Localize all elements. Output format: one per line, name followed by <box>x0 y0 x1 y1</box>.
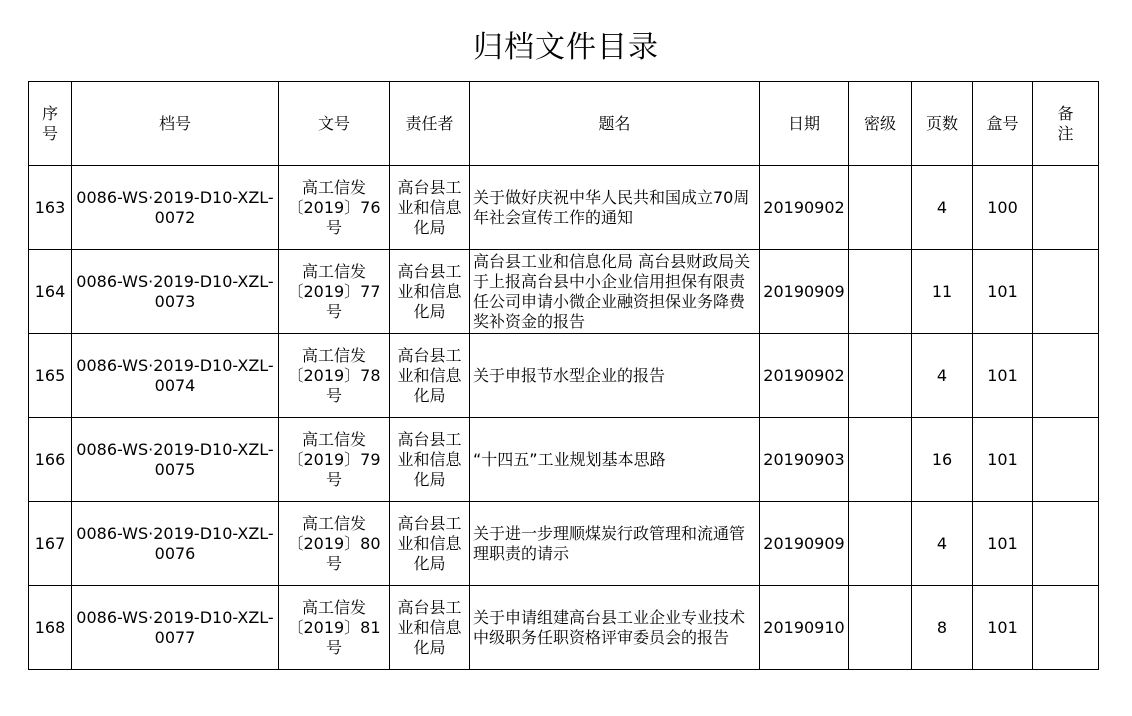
cell-archive-no-line1: 0086-WS·2019-D10-XZL- <box>76 439 274 459</box>
cell-archive-no-line2: 0076 <box>154 543 196 563</box>
cell-remark <box>1033 502 1099 586</box>
cell-box-no: 101 <box>973 250 1033 334</box>
cell-archive-no-line1: 0086-WS·2019-D10-XZL- <box>76 523 274 543</box>
cell-seq: 168 <box>29 586 72 670</box>
cell-doc-no <box>279 166 390 250</box>
cell-doc-no-line2: 〔2019〕78号 <box>287 365 381 405</box>
cell-doc-no-line1: 高工信发 <box>301 177 366 197</box>
cell-pages: 4 <box>912 166 973 250</box>
cell-pages: 8 <box>912 586 973 670</box>
cell-archive-no <box>72 166 279 250</box>
cell-title: 关于申请组建高台县工业企业专业技术中级职务任职资格评审委员会的报告 <box>470 586 760 670</box>
header-responsible: 责任者 <box>390 82 470 166</box>
cell-archive-no-line2: 0077 <box>154 627 196 647</box>
cell-seq: 165 <box>29 334 72 418</box>
cell-title: 关于做好庆祝中华人民共和国成立70周年社会宣传工作的通知 <box>470 166 760 250</box>
cell-responsible: 高台县工业和信息化局 <box>390 418 470 502</box>
cell-box-no: 100 <box>973 166 1033 250</box>
cell-doc-no-line1: 高工信发 <box>301 345 366 365</box>
cell-secrecy <box>849 418 912 502</box>
cell-archive-no <box>72 586 279 670</box>
cell-doc-no <box>279 418 390 502</box>
cell-archive-no-line2: 0073 <box>154 291 196 311</box>
cell-doc-no <box>279 250 390 334</box>
cell-doc-no <box>279 334 390 418</box>
header-seq <box>29 82 72 166</box>
cell-seq: 167 <box>29 502 72 586</box>
cell-seq: 166 <box>29 418 72 502</box>
cell-secrecy <box>849 166 912 250</box>
cell-archive-no <box>72 418 279 502</box>
cell-doc-no <box>279 586 390 670</box>
cell-date: 20190909 <box>760 250 849 334</box>
cell-date: 20190903 <box>760 418 849 502</box>
cell-secrecy <box>849 250 912 334</box>
header-seq-line1: 序 <box>41 103 58 123</box>
cell-archive-no-line2: 0074 <box>154 375 196 395</box>
cell-remark <box>1033 334 1099 418</box>
cell-secrecy <box>849 586 912 670</box>
cell-doc-no-line1: 高工信发 <box>301 429 366 449</box>
header-remark-line2: 注 <box>1057 123 1074 143</box>
cell-seq: 164 <box>29 250 72 334</box>
cell-responsible: 高台县工业和信息化局 <box>390 502 470 586</box>
cell-date: 20190902 <box>760 166 849 250</box>
cell-date: 20190910 <box>760 586 849 670</box>
cell-remark <box>1033 586 1099 670</box>
table-row <box>29 334 1099 418</box>
cell-title: 高台县工业和信息化局 高台县财政局关于上报高台县中小企业信用担保有限责任公司申请小微企业融资担保业务降费奖补资金的报告 <box>470 250 760 334</box>
cell-responsible: 高台县工业和信息化局 <box>390 334 470 418</box>
table-row <box>29 418 1099 502</box>
header-seq-line2: 号 <box>41 123 58 143</box>
cell-date: 20190902 <box>760 334 849 418</box>
table-row <box>29 166 1099 250</box>
cell-doc-no <box>279 502 390 586</box>
table-row <box>29 250 1099 334</box>
cell-box-no: 101 <box>973 502 1033 586</box>
cell-archive-no-line2: 0072 <box>154 207 196 227</box>
cell-title: 关于申报节水型企业的报告 <box>470 334 760 418</box>
cell-doc-no-line1: 高工信发 <box>301 513 366 533</box>
header-title: 题名 <box>470 82 760 166</box>
cell-seq: 163 <box>29 166 72 250</box>
cell-remark <box>1033 418 1099 502</box>
cell-archive-no <box>72 502 279 586</box>
header-remark-line1: 备 <box>1057 103 1074 123</box>
cell-archive-no-line1: 0086-WS·2019-D10-XZL- <box>76 355 274 375</box>
page-title: 归档文件目录 <box>473 30 659 65</box>
cell-archive-no <box>72 250 279 334</box>
cell-doc-no-line1: 高工信发 <box>301 597 366 617</box>
cell-doc-no-line2: 〔2019〕76号 <box>287 197 381 237</box>
header-doc-no: 文号 <box>279 82 390 166</box>
cell-responsible: 高台县工业和信息化局 <box>390 250 470 334</box>
cell-doc-no-line2: 〔2019〕81号 <box>287 617 381 657</box>
cell-remark <box>1033 166 1099 250</box>
cell-pages: 16 <box>912 418 973 502</box>
cell-pages: 4 <box>912 502 973 586</box>
cell-pages: 4 <box>912 334 973 418</box>
cell-box-no: 101 <box>973 334 1033 418</box>
cell-title: 关于进一步理顺煤炭行政管理和流通管理职责的请示 <box>470 502 760 586</box>
cell-secrecy <box>849 334 912 418</box>
cell-doc-no-line2: 〔2019〕80号 <box>287 533 381 573</box>
cell-date: 20190909 <box>760 502 849 586</box>
header-archive-no: 档号 <box>72 82 279 166</box>
header-box-no: 盒号 <box>973 82 1033 166</box>
cell-secrecy <box>849 502 912 586</box>
cell-archive-no-line1: 0086-WS·2019-D10-XZL- <box>76 607 274 627</box>
cell-archive-no <box>72 334 279 418</box>
cell-doc-no-line1: 高工信发 <box>301 261 366 281</box>
header-date: 日期 <box>760 82 849 166</box>
cell-responsible: 高台县工业和信息化局 <box>390 586 470 670</box>
cell-box-no: 101 <box>973 586 1033 670</box>
cell-box-no: 101 <box>973 418 1033 502</box>
cell-title: “十四五”工业规划基本思路 <box>470 418 760 502</box>
cell-archive-no-line2: 0075 <box>154 459 196 479</box>
header-pages: 页数 <box>912 82 973 166</box>
header-remark <box>1033 82 1099 166</box>
table-header-row <box>29 82 1099 166</box>
header-secrecy: 密级 <box>849 82 912 166</box>
cell-responsible: 高台县工业和信息化局 <box>390 166 470 250</box>
archive-catalog-table <box>28 81 1099 670</box>
cell-archive-no-line1: 0086-WS·2019-D10-XZL- <box>76 271 274 291</box>
cell-doc-no-line2: 〔2019〕79号 <box>287 449 381 489</box>
cell-doc-no-line2: 〔2019〕77号 <box>287 281 381 321</box>
table-row <box>29 502 1099 586</box>
cell-pages: 11 <box>912 250 973 334</box>
table-row <box>29 586 1099 670</box>
cell-remark <box>1033 250 1099 334</box>
cell-archive-no-line1: 0086-WS·2019-D10-XZL- <box>76 187 274 207</box>
